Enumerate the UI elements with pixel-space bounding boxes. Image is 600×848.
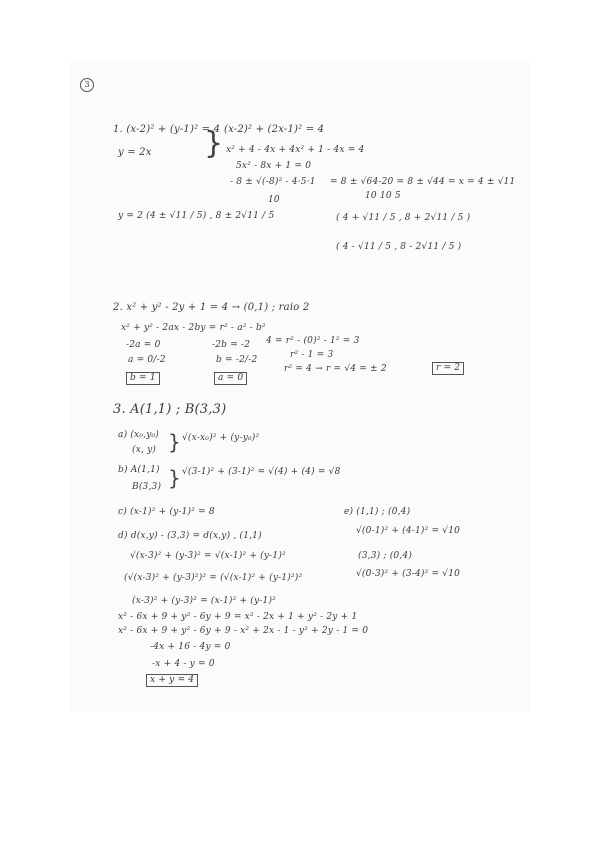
p1-system-eq1: 1. (x-2)² + (y-1)² = 4: [113, 124, 221, 135]
p2-line2: x² + y² - 2ax - 2by = r² - a² - b²: [121, 323, 266, 333]
p3-a-formula: √(x-x₀)² + (y-y₀)²: [182, 433, 260, 443]
p1-system-eq2: y = 2x: [118, 147, 152, 158]
p3-e4: √(0-3)² + (3-4)² = √10: [356, 569, 461, 579]
p3-title: 3. A(1,1) ; B(3,3): [113, 402, 227, 417]
p1-step4: - 8 ± √(-8)² - 4·5·1: [230, 177, 316, 187]
p1-step2: x² + 4 - 4x + 4x² + 1 - 4x = 4: [226, 145, 365, 155]
p1-step1: (x-2)² + (2x-1)² = 4: [224, 124, 325, 135]
p2-line3a: -2a = 0: [126, 340, 161, 350]
p1-step5: = 8 ± √64-20 = 8 ± √44 = x = 4 ± √11: [330, 177, 516, 187]
p2-line4a: a = 0/-2: [128, 355, 166, 365]
p1-step5-den: 10 10 5: [365, 191, 401, 201]
p2-line4c: r² = 4 → r = √4 = ± 2: [284, 364, 387, 374]
p3-d4: (x-3)² + (y-3)² = (x-1)² + (y-1)²: [132, 596, 276, 606]
p2-line2b: 4 = r² - (0)² - 1² = 3: [266, 336, 360, 346]
p3-c: c) (x-1)² + (y-1)² = 8: [118, 507, 215, 517]
system-brace: }: [204, 126, 224, 161]
p2-a-boxed: a = 0: [214, 372, 247, 385]
p3-d-result-boxed: x + y = 4: [146, 674, 198, 687]
p3-a-point: (x, y): [132, 445, 157, 455]
b-brace: }: [168, 466, 181, 490]
p3-d1: d) d(x,y) - (3,3) = d(x,y) , (1,1): [118, 531, 262, 541]
p3-d5: x² - 6x + 9 + y² - 6y + 9 = x² - 2x + 1 + y² - 2y + 1: [118, 612, 358, 622]
p3-e1: e) (1,1) ; (0,4): [344, 507, 411, 517]
p3-d2: √(x-3)² + (y-3)² = √(x-1)² + (y-1)²: [130, 551, 286, 561]
p1-step3: 5x² - 8x + 1 = 0: [236, 161, 312, 171]
p2-line3c: r² - 1 = 3: [290, 350, 334, 360]
p3-d7: -4x + 16 - 4y = 0: [150, 642, 231, 652]
p3-e3: (3,3) ; (0,4): [358, 551, 413, 561]
p2-line3b: -2b = -2: [212, 340, 251, 350]
page-number: 3: [80, 78, 94, 92]
p3-b-point-a: b) A(1,1): [118, 465, 160, 475]
p3-e2: √(0-1)² + (4-1)² = √10: [356, 526, 461, 536]
p1-solution-1: ( 4 + √11 / 5 , 8 + 2√11 / 5 ): [336, 213, 471, 223]
p2-radius-boxed: r = 2: [432, 362, 464, 375]
p2-b-boxed: b = 1: [126, 372, 160, 385]
p3-b-point-b: B(3,3): [132, 482, 162, 492]
a-brace: }: [168, 430, 181, 454]
p2-line1: 2. x² + y² - 2y + 1 = 4 → (0,1) ; raio 2: [113, 302, 310, 313]
p1-y-line: y = 2 (4 ± √11 / 5) , 8 ± 2√11 / 5: [118, 211, 275, 221]
p3-b-formula: √(3-1)² + (3-1)² = √(4) + (4) = √8: [182, 467, 341, 477]
p1-solution-2: ( 4 - √11 / 5 , 8 - 2√11 / 5 ): [336, 242, 462, 252]
p3-d3: (√(x-3)² + (y-3)²)² = (√(x-1)² + (y-1)²)²: [124, 573, 303, 583]
p3-d8: -x + 4 - y = 0: [152, 659, 215, 669]
p2-line4b: b = -2/-2: [216, 355, 258, 365]
p3-d6: x² - 6x + 9 + y² - 6y + 9 - x² + 2x - 1 - y² + 2y - 1 = 0: [118, 626, 369, 636]
p3-a-point0: a) (x₀,y₀): [118, 430, 159, 440]
p1-step4-den: 10: [268, 195, 280, 205]
